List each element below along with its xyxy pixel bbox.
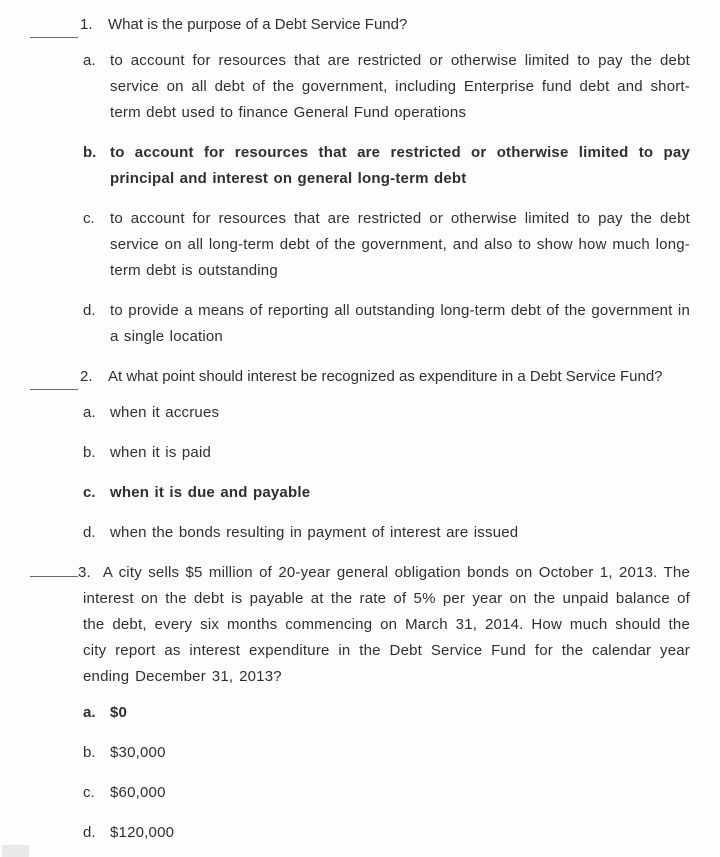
question-3-option-a [0,700,720,726]
question-1-option-a [0,48,720,126]
question-2-option-d [0,520,720,546]
option-letter: c. [83,484,96,501]
option-letter: c. [83,784,95,801]
option-text: $120,000 [110,824,175,841]
answer-blank [30,374,78,390]
option-letter: d. [83,524,96,541]
option-letter: a. [83,52,96,69]
option-text: $60,000 [110,784,166,801]
question-text: A city sells $5 million of 20-year general obligation bonds on October 1, 2013. The interest on the debt is payable at the rate of 5% per year on the unpaid balance of the debt, every six months commencing on March 31, 2014. How much should the city report as interest expenditure in the Debt Service Fund for the calendar year ending December 31, 2013? [83,564,690,685]
question-1 [0,12,720,350]
question-2-option-b [0,440,720,466]
question-number: 1. [80,16,93,33]
question-number: 3. [78,564,91,581]
question-1-heading [0,12,720,38]
option-letter: c. [83,210,95,227]
question-2-option-c [0,480,720,506]
question-2 [0,364,720,546]
question-text: What is the purpose of a Debt Service Fund? [108,16,408,33]
question-text: At what point should interest be recognized as expenditure in a Debt Service Fund? [108,368,663,385]
option-text: to provide a means of reporting all outstanding long-term debt of the government in a single location [110,302,690,345]
option-letter: d. [83,302,96,319]
option-text: when it accrues [110,404,220,421]
question-1-option-b [0,140,720,192]
option-text: when it is paid [110,444,212,461]
option-text: when the bonds resulting in payment of interest are issued [110,524,519,541]
option-letter: b. [83,744,96,761]
question-3-option-d [0,820,720,846]
option-text: when it is due and payable [110,484,311,501]
question-3-option-c [0,780,720,806]
scan-artifact [2,845,29,857]
answer-blank [30,561,78,577]
question-1-option-d [0,298,720,350]
option-letter: b. [83,144,97,161]
option-text: to account for resources that are restricted or otherwise limited to pay principal and interest on general long-term debt [110,144,690,187]
question-3 [0,560,720,846]
option-text: to account for resources that are restricted or otherwise limited to pay the debt service on all long-term debt of the government, and also to show how much long-term debt is outstanding [110,210,690,279]
option-text: $30,000 [110,744,166,761]
option-letter: b. [83,444,96,461]
option-letter: a. [83,404,96,421]
question-2-option-a [0,400,720,426]
option-text: $0 [110,704,128,721]
question-2-heading [0,364,720,390]
question-number: 2. [80,368,93,385]
question-1-option-c [0,206,720,284]
answer-blank [30,22,78,38]
option-text: to account for resources that are restricted or otherwise limited to pay the debt service on all debt of the government, including Enterprise fund debt and short-term debt used to finance General Fund operations [110,52,690,121]
option-letter: a. [83,704,96,721]
question-3-option-b [0,740,720,766]
option-letter: d. [83,824,96,841]
question-3-heading [0,560,690,690]
